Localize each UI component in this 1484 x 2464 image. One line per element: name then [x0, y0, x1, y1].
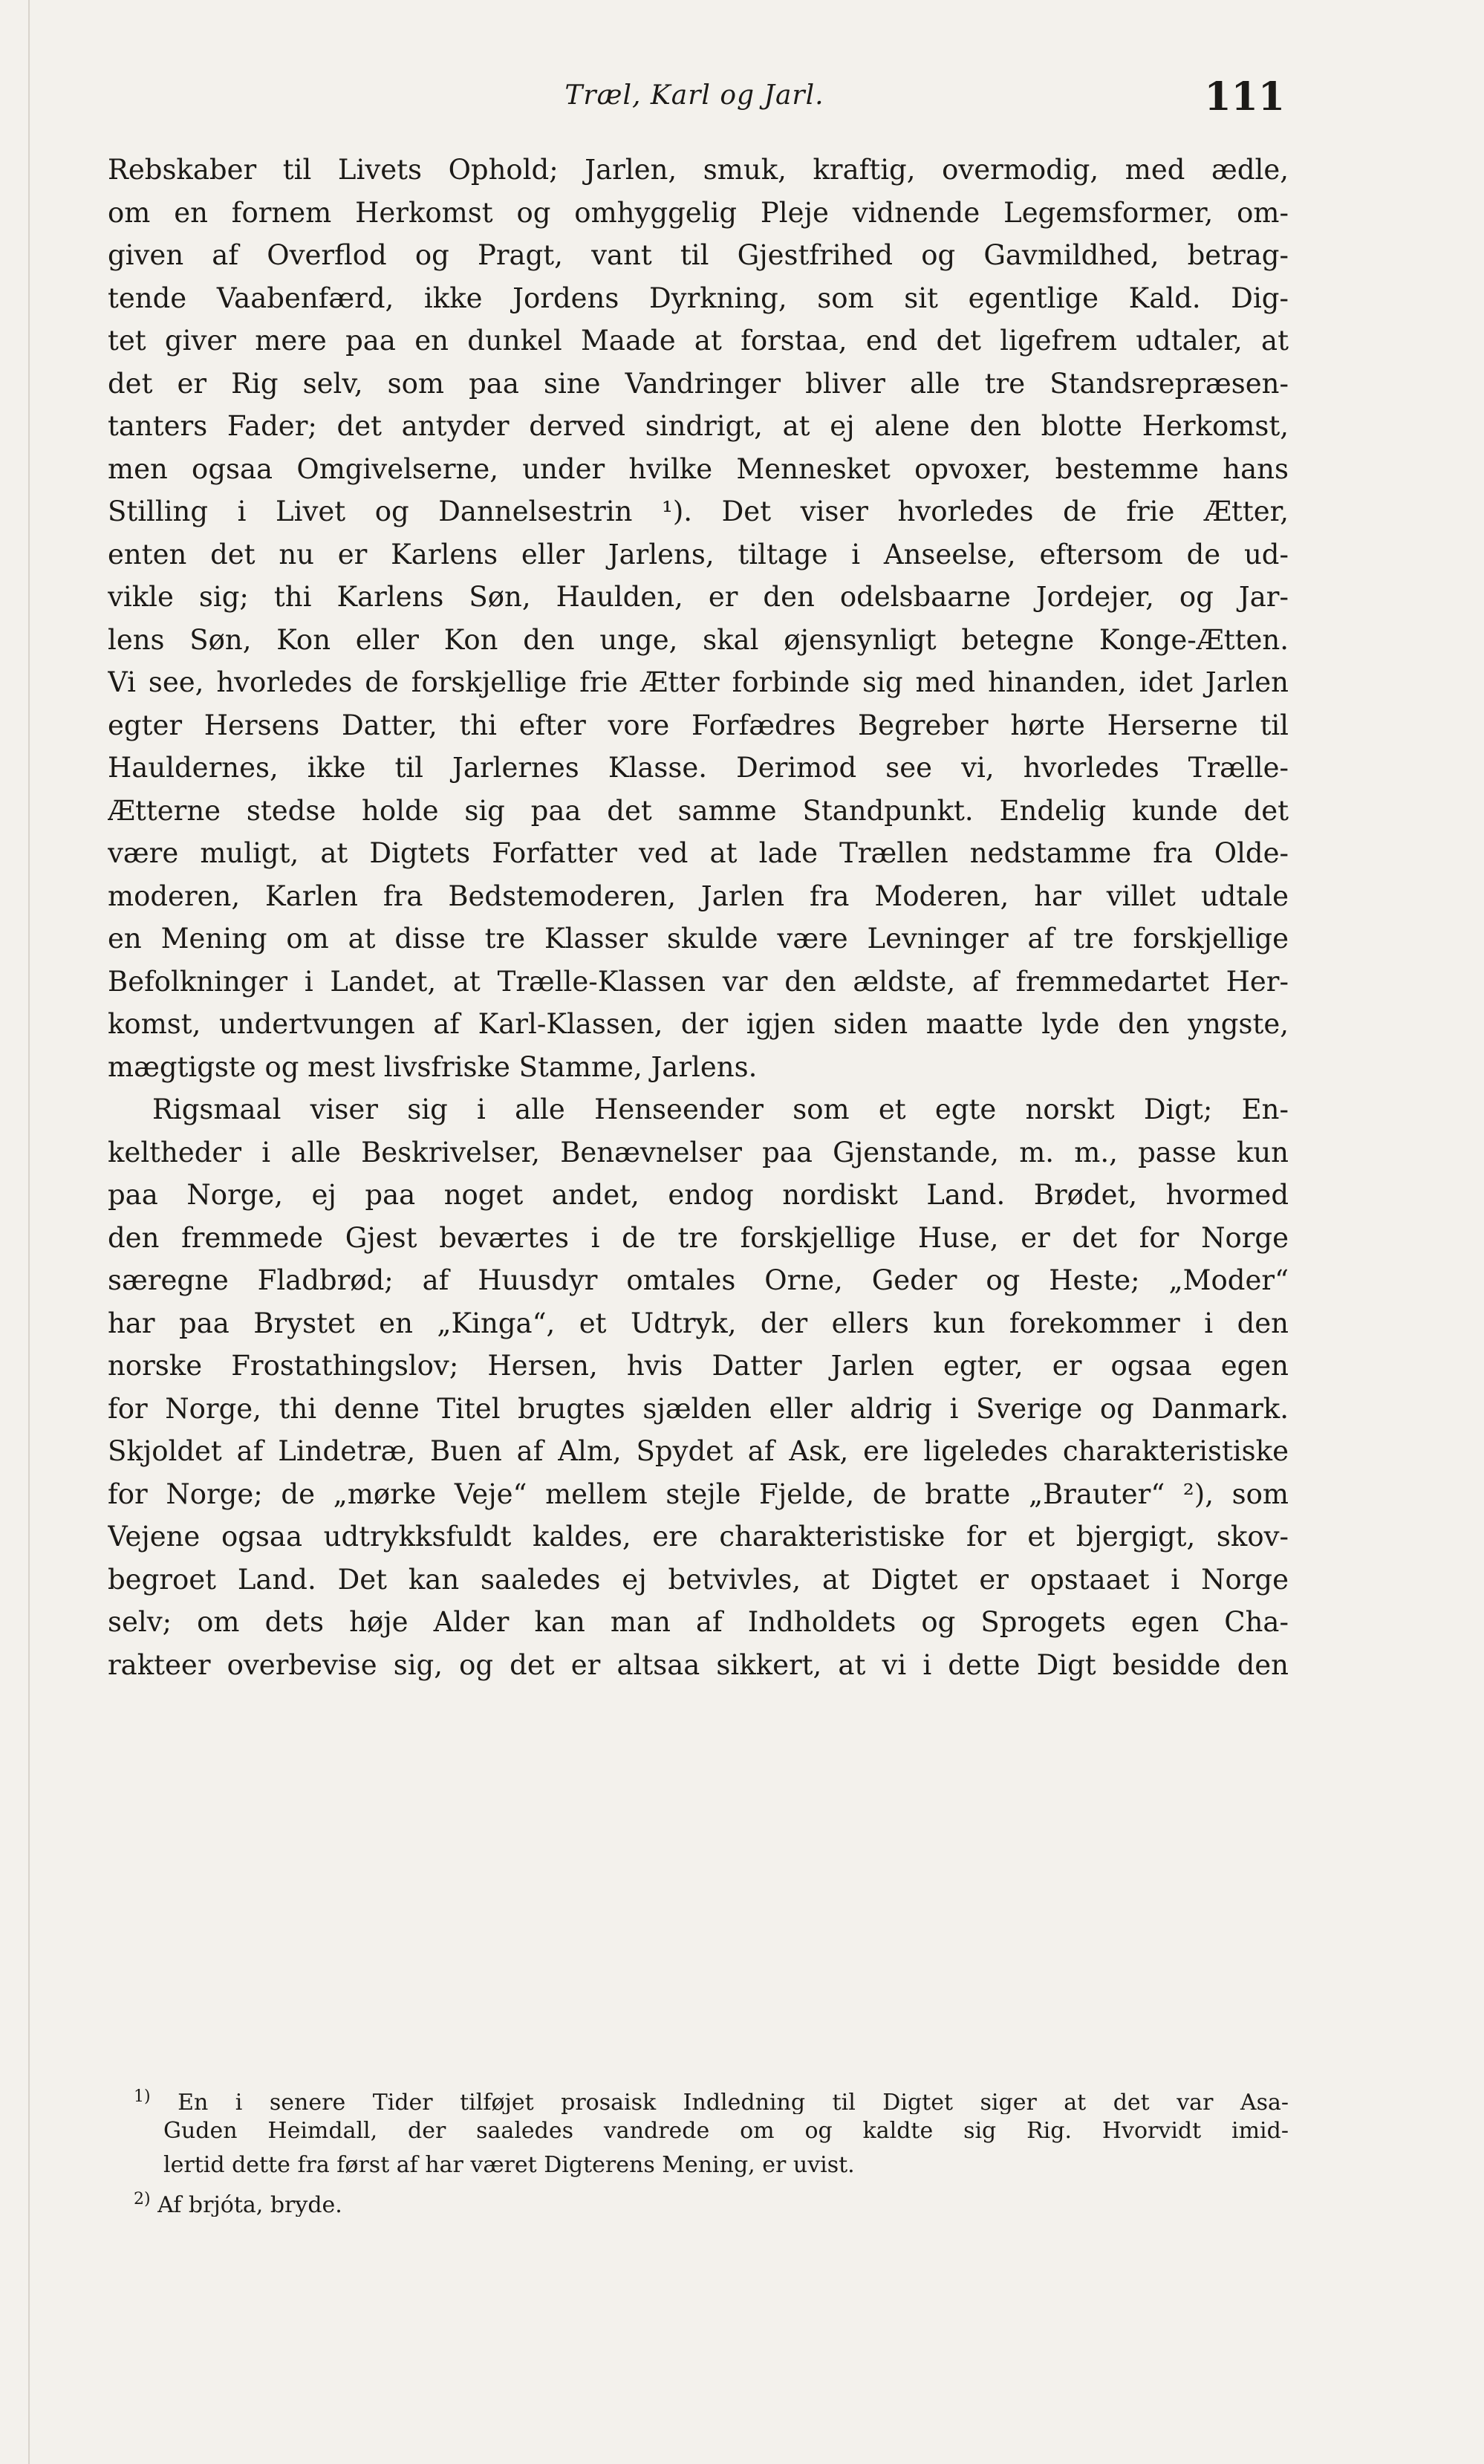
- text-line: tet giver mere paa en dunkel Maade at forstaa, end det ligefrem udtaler, at: [108, 325, 1289, 357]
- text-line: tanters Fader; det antyder derved sindrigt, at ej alene den blotte Herkomst,: [108, 410, 1289, 442]
- text-line: lens Søn, Kon eller Kon den unge, skal øjensynligt betegne Konge-Ætten.: [108, 623, 1289, 656]
- text-line: norske Frostathingslov; Hersen, hvis Datter Jarlen egter, er ogsaa egen: [108, 1350, 1289, 1382]
- footnote-2-line: [134, 2182, 1289, 2217]
- text-line: Hauldernes, ikke til Jarlernes Klasse. Derimod see vi, hvorledes Trælle-: [108, 752, 1289, 784]
- footnote-1-line: [134, 2148, 1289, 2182]
- text-line: given af Overflod og Pragt, vant til Gjestfrihed og Gavmildhed, betrag-: [108, 239, 1289, 271]
- text-line: være muligt, at Digtets Forfatter ved at lade Trællen nedstamme fra Olde-: [108, 837, 1289, 869]
- footnote-1-line: [134, 2080, 1289, 2114]
- text-line: moderen, Karlen fra Bedstemoderen, Jarlen fra Moderen, har villet udtale: [108, 880, 1289, 912]
- scan-edge-divider: [28, 0, 30, 2464]
- text-line: paa Norge, ej paa noget andet, endog nordiskt Land. Brødet, hvormed: [108, 1179, 1289, 1211]
- text-line: keltheder i alle Beskrivelser, Benævnelser paa Gjenstande, m. m., passe kun: [108, 1136, 1289, 1168]
- text-line: Vi see, hvorledes de forskjellige frie Ætter forbinde sig med hinanden, idet Jarlen: [108, 666, 1289, 698]
- page-number: 111: [1204, 74, 1285, 120]
- text-line: har paa Brystet en „Kinga“, et Udtryk, der ellers kun forekommer i den: [108, 1307, 1289, 1339]
- text-line: for Norge; de „mørke Veje“ mellem stejle Fjelde, de bratte „Brauter“ ²), som: [108, 1478, 1289, 1510]
- text-line: men ogsaa Omgivelserne, under hvilke Mennesket opvoxer, bestemme hans: [108, 452, 1289, 485]
- text-line: begroet Land. Det kan saaledes ej betvivles, at Digtet er opstaaet i Norge: [108, 1563, 1289, 1596]
- text-line: for Norge, thi denne Titel brugtes sjælden eller aldrig i Sverige og Danmark.: [108, 1392, 1289, 1425]
- footnote-text: Guden Heimdall, der saaledes vandrede om og kaldte sig Rig. Hvorvidt imid-: [163, 2118, 1289, 2144]
- footnote-marker: 2): [134, 2190, 151, 2208]
- page-header: [104, 74, 1285, 119]
- text-line: komst, undertvungen af Karl-Klassen, der igjen siden maatte lyde den yngste,: [108, 1008, 1289, 1040]
- text-line: egter Hersens Datter, thi efter vore Forfædres Begreber hørte Herserne til: [108, 709, 1289, 741]
- footnote-text: En i senere Tider tilføjet prosaisk Indledning til Digtet siger at det var Asa-: [178, 2090, 1289, 2114]
- text-line: den fremmede Gjest beværtes i de tre forskjellige Huse, er det for Norge: [108, 1221, 1289, 1254]
- text-line: selv; om dets høje Alder kan man af Indholdets og Sprogets egen Cha-: [108, 1606, 1289, 1638]
- text-line: Vejene ogsaa udtrykksfuldt kaldes, ere charakteristiske for et bjergigt, skov-: [108, 1521, 1289, 1553]
- body-text: [108, 149, 1289, 1686]
- text-line: Ætterne stedse holde sig paa det samme Standpunkt. Endelig kunde det: [108, 794, 1289, 827]
- text-line: det er Rig selv, som paa sine Vandringer bliver alle tre Standsrepræsen-: [108, 367, 1289, 400]
- text-line: Skjoldet af Lindetræ, Buen af Alm, Spydet af Ask, ere ligeledes charakteristiske: [108, 1435, 1289, 1467]
- text-line: mægtigste og mest livsfriske Stamme, Jarlens.: [108, 1050, 758, 1083]
- footnote-text: Af brjóta, bryde.: [157, 2192, 342, 2217]
- footnote-marker: 1): [134, 2087, 151, 2106]
- running-title: Træl, Karl og Jarl.: [564, 80, 824, 111]
- text-line: Stilling i Livet og Dannelsestrin ¹). Det viser hvorledes de frie Ætter,: [108, 495, 1289, 527]
- text-line: en Mening om at disse tre Klasser skulde være Levninger af tre forskjellige: [108, 923, 1289, 955]
- footnotes: [134, 2080, 1289, 2217]
- text-line: om en fornem Herkomst og omhyggelig Pleje vidnende Legemsformer, om-: [108, 196, 1289, 229]
- text-line: tende Vaabenfærd, ikke Jordens Dyrkning, som sit egentlige Kald. Dig-: [108, 282, 1289, 314]
- text-line: Rebskaber til Livets Ophold; Jarlen, smuk, kraftig, overmodig, med ædle,: [108, 154, 1289, 186]
- text-line: Befolkninger i Landet, at Trælle-Klassen var den ældste, af fremmedartet Her-: [108, 965, 1289, 998]
- text-line: rakteer overbevise sig, og det er altsaa sikkert, at vi i dette Digt besidde den: [108, 1648, 1289, 1681]
- footnote-1-line: [134, 2114, 1289, 2148]
- text-line: vikle sig; thi Karlens Søn, Haulden, er den odelsbaarne Jordejer, og Jar-: [108, 581, 1289, 613]
- footnote-text: lertid dette fra først af har været Digterens Mening, er uvist.: [163, 2152, 855, 2178]
- text-line: særegne Fladbrød; af Huusdyr omtales Orne, Geder og Heste; „Moder“: [108, 1264, 1289, 1296]
- text-line: Rigsmaal viser sig i alle Henseender som et egte norskt Digt; En-: [152, 1093, 1289, 1125]
- text-line: enten det nu er Karlens eller Jarlens, tiltage i Anseelse, eftersom de ud-: [108, 538, 1289, 571]
